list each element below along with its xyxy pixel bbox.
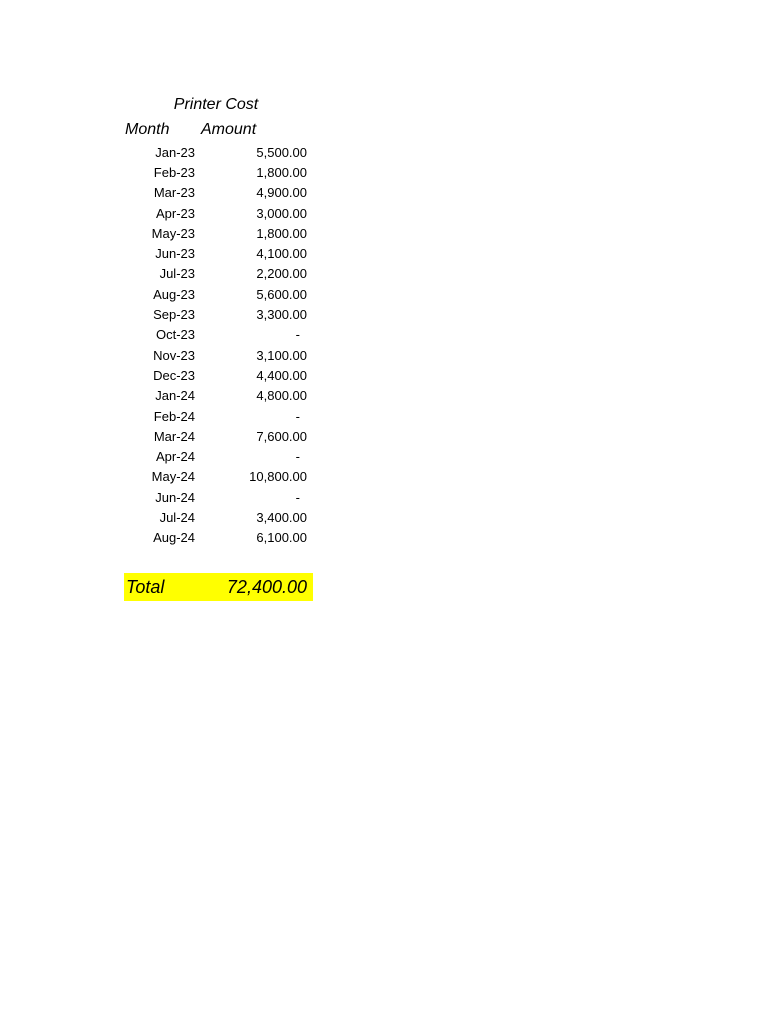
amount-cell: - — [295, 449, 300, 465]
month-cell: May-24 — [151, 469, 195, 485]
table-row — [124, 528, 312, 548]
table-row — [124, 304, 312, 324]
table-row — [124, 203, 312, 223]
column-header-amount: Amount — [201, 121, 257, 138]
table-row — [124, 183, 312, 203]
table-row — [124, 162, 312, 182]
table-row — [124, 325, 312, 345]
table-row — [124, 264, 312, 284]
amount-cell: 2,200.00 — [256, 266, 307, 282]
table-row — [124, 467, 312, 487]
month-cell: Feb-24 — [153, 408, 195, 424]
table-row — [124, 406, 312, 426]
month-cell: Aug-24 — [153, 530, 195, 546]
table-row — [124, 426, 312, 446]
table-row — [124, 446, 312, 466]
month-cell: Jul-24 — [159, 509, 195, 525]
cost-table — [124, 142, 312, 548]
total-row — [124, 573, 313, 601]
month-cell: Aug-23 — [153, 286, 195, 302]
month-cell: Dec-23 — [153, 367, 195, 383]
amount-cell: - — [295, 327, 300, 343]
month-cell: Apr-23 — [155, 205, 195, 221]
table-row — [124, 386, 312, 406]
amount-cell: 3,000.00 — [256, 205, 307, 221]
total-value: 72,400.00 — [226, 577, 307, 597]
amount-cell: 3,300.00 — [256, 307, 307, 323]
amount-cell: 5,500.00 — [256, 144, 307, 160]
amount-cell: 1,800.00 — [256, 225, 307, 241]
month-cell: Jan-24 — [155, 388, 195, 404]
month-cell: Mar-24 — [153, 428, 195, 444]
month-cell: Nov-23 — [153, 347, 195, 363]
amount-cell: 4,400.00 — [256, 367, 307, 383]
amount-cell: - — [295, 408, 300, 424]
table-row — [124, 507, 312, 527]
table-row — [124, 345, 312, 365]
table-row — [124, 243, 312, 263]
amount-cell: 7,600.00 — [256, 428, 307, 444]
amount-cell: 6,100.00 — [256, 530, 307, 546]
table-row — [124, 223, 312, 243]
amount-cell: 3,100.00 — [256, 347, 307, 363]
table-row — [124, 284, 312, 304]
table-row — [124, 365, 312, 385]
sheet-title: Printer Cost — [173, 96, 259, 113]
month-cell: Sep-23 — [153, 307, 195, 323]
amount-cell: 10,800.00 — [249, 469, 307, 485]
month-cell: Jun-23 — [155, 246, 195, 262]
table-row — [124, 142, 312, 162]
amount-cell: 4,900.00 — [256, 185, 307, 201]
amount-cell: - — [295, 489, 300, 505]
month-cell: Jul-23 — [159, 266, 195, 282]
table-row — [124, 487, 312, 507]
month-cell: Jun-24 — [155, 489, 195, 505]
amount-cell: 4,100.00 — [256, 246, 307, 262]
month-cell: Apr-24 — [155, 449, 195, 465]
total-label: Total — [126, 577, 165, 597]
month-cell: Feb-23 — [153, 164, 195, 180]
amount-cell: 3,400.00 — [256, 509, 307, 525]
amount-cell: 4,800.00 — [256, 388, 307, 404]
column-header-month: Month — [125, 121, 170, 138]
amount-cell: 1,800.00 — [256, 164, 307, 180]
amount-cell: 5,600.00 — [256, 286, 307, 302]
month-cell: Jan-23 — [155, 144, 195, 160]
month-cell: May-23 — [151, 225, 195, 241]
month-cell: Oct-23 — [155, 327, 195, 343]
month-cell: Mar-23 — [153, 185, 195, 201]
